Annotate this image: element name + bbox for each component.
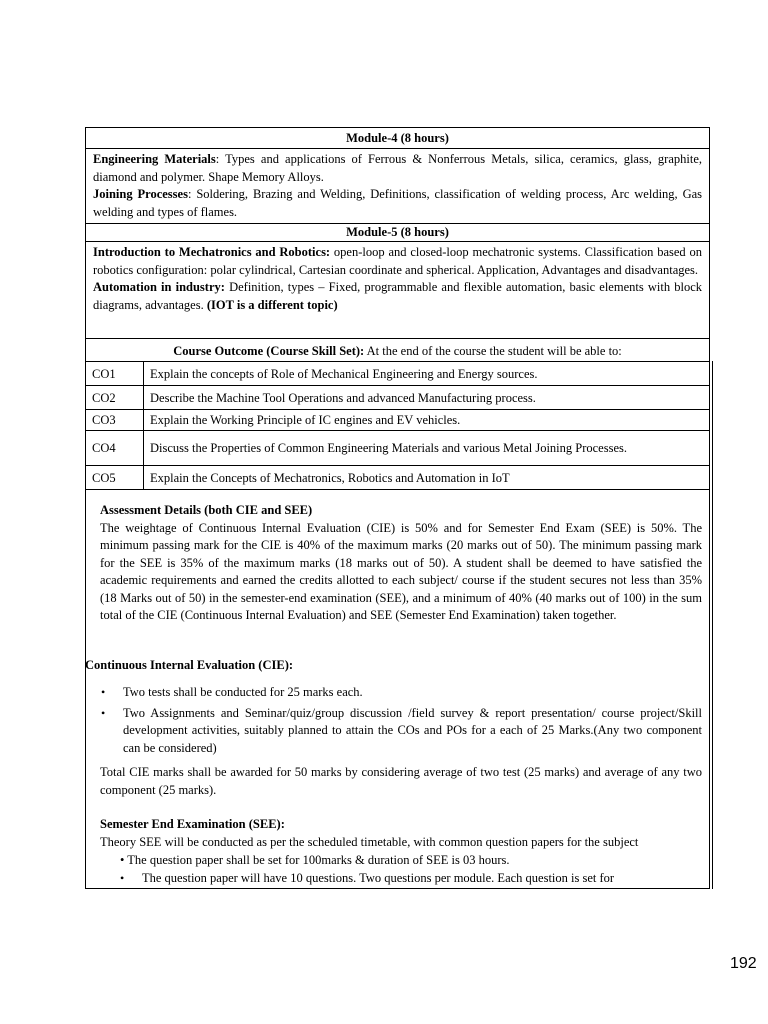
automation-para — [93, 279, 702, 314]
engineering-materials-para — [93, 151, 702, 186]
course-outcome-title-bold: Course Outcome (Course Skill Set): — [173, 344, 365, 358]
co-code: CO1 — [86, 362, 144, 386]
see-bullet-1 — [100, 852, 702, 870]
list-item — [87, 684, 702, 702]
engineering-materials-label: Engineering Materials — [93, 152, 216, 166]
assessment-text: The weightage of Continuous Internal Evaluation (CIE) is 50% and for Semester End Exam (SEE) is 50%. The minimum passing mark for the CIE is 40% of the maximum marks (20 marks out of 50). The minimum passing mark for the SEE is 35% of the maximum marks (18 marks out of 50). A student shall be deemed to have satisfied the academic requirements and earned the credits allotted to each subject/ course if the student secures not less than 35% (18 Marks out of 50) in the semester-end examination (SEE), and a minimum of 40% (40 marks out of 100) in the sum total of the CIE (Continuous Internal Evaluation) and SEE (Semester End Examination) taken together. — [100, 520, 702, 622]
see-bullets — [100, 852, 702, 887]
see-bullet-text: The question paper shall be set for 100marks & duration of SEE is 03 hours. — [127, 853, 510, 867]
see-intro-text: Theory SEE will be conducted as per the scheduled timetable, with common question papers for the subject — [100, 835, 639, 849]
co-code: CO2 — [86, 386, 144, 410]
co-description: Discuss the Properties of Common Engineering Materials and various Metal Joining Processes. — [144, 431, 710, 466]
co-code: CO3 — [86, 410, 144, 431]
see-intro — [100, 834, 706, 852]
assessment-section — [100, 502, 702, 625]
module5-heading — [86, 224, 709, 242]
module4-heading-text: Module-4 (8 hours) — [346, 131, 449, 145]
co-code: CO5 — [86, 466, 144, 490]
engineering-materials-text: : Types and applications of Ferrous & Nonferrous Metals, silica, ceramics, glass, graphite, diamond and polymer. Shape Memory Alloys. — [93, 152, 702, 184]
see-bullet-text: The question paper will have 10 questions. Two questions per module. Each question is set for — [142, 870, 615, 885]
cie-total — [100, 764, 702, 799]
cie-bullets — [87, 684, 702, 757]
page-number: 192 — [730, 955, 757, 972]
cie-section — [85, 657, 702, 675]
co-description: Explain the Concepts of Mechatronics, Robotics and Automation in IoT — [144, 466, 710, 490]
table-row — [86, 431, 709, 466]
cie-bullet-text: Two tests shall be conducted for 25 marks each. — [123, 685, 363, 699]
module5-content — [86, 242, 709, 338]
table-row — [86, 362, 709, 386]
bullet-icon: • — [120, 853, 125, 867]
co-description: Describe the Machine Tool Operations and advanced Manufacturing process. — [144, 386, 710, 410]
joining-processes-label: Joining Processes — [93, 187, 188, 201]
table-row — [86, 386, 709, 410]
see-heading: Semester End Examination (SEE): — [100, 817, 285, 831]
mechatronics-label: Introduction to Mechatronics and Robotics: — [93, 245, 331, 259]
co-description: Explain the concepts of Role of Mechanical Engineering and Energy sources. — [144, 362, 710, 386]
cie-heading: Continuous Internal Evaluation (CIE): — [85, 658, 294, 672]
bullet-icon: • — [101, 685, 106, 699]
bullet-icon: • — [120, 870, 125, 885]
module5-heading-text: Module-5 (8 hours) — [346, 225, 449, 239]
automation-text: Definition, types – Fixed, programmable and flexible automation, basic elements with block diagrams, advantages. — [93, 280, 702, 312]
module4-content — [86, 149, 709, 224]
course-outcome-title — [86, 338, 709, 362]
bullet-icon: • — [101, 705, 106, 720]
automation-label: Automation in industry: — [93, 280, 225, 294]
course-outcome-table — [86, 361, 709, 490]
frame-double-line — [712, 361, 713, 889]
table-row — [86, 410, 709, 431]
assessment-heading: Assessment Details (both CIE and SEE) — [100, 503, 313, 517]
see-bullet-list — [100, 870, 702, 888]
co-code: CO4 — [86, 431, 144, 466]
iot-note: (IOT is a different topic) — [206, 297, 338, 312]
mechatronics-text: open-loop and closed-loop mechatronic systems. Classification based on robotics configuration: polar cylindrical, Cartesian coordinate and spherical. Application, Advantages and disadvantages. — [93, 245, 702, 277]
table-row — [86, 466, 709, 490]
cie-bullet-list — [87, 684, 702, 757]
cie-bullet-text: Two Assignments and Seminar/quiz/group discussion /field survey & report presentation/ course project/Skill development activities, suitably planned to attain the COs and POs for a each of 25 Marks.(Any two component can be considered) — [123, 705, 702, 755]
list-item — [87, 705, 702, 758]
joining-processes-para — [93, 186, 702, 221]
cie-total-text: Total CIE marks shall be awarded for 50 marks by considering average of two test (25 marks) and average of any two component (25 marks). — [100, 765, 702, 797]
co-description: Explain the Working Principle of IC engines and EV vehicles. — [144, 410, 710, 431]
course-outcome-title-rest: At the end of the course the student will be able to: — [364, 344, 622, 358]
see-section — [100, 816, 702, 834]
mechatronics-para — [93, 244, 702, 279]
joining-processes-text: : Soldering, Brazing and Welding, Definitions, classification of welding process, Arc welding, Gas welding and types of flames. — [93, 187, 703, 219]
module4-heading — [86, 128, 709, 149]
list-item — [100, 870, 702, 888]
